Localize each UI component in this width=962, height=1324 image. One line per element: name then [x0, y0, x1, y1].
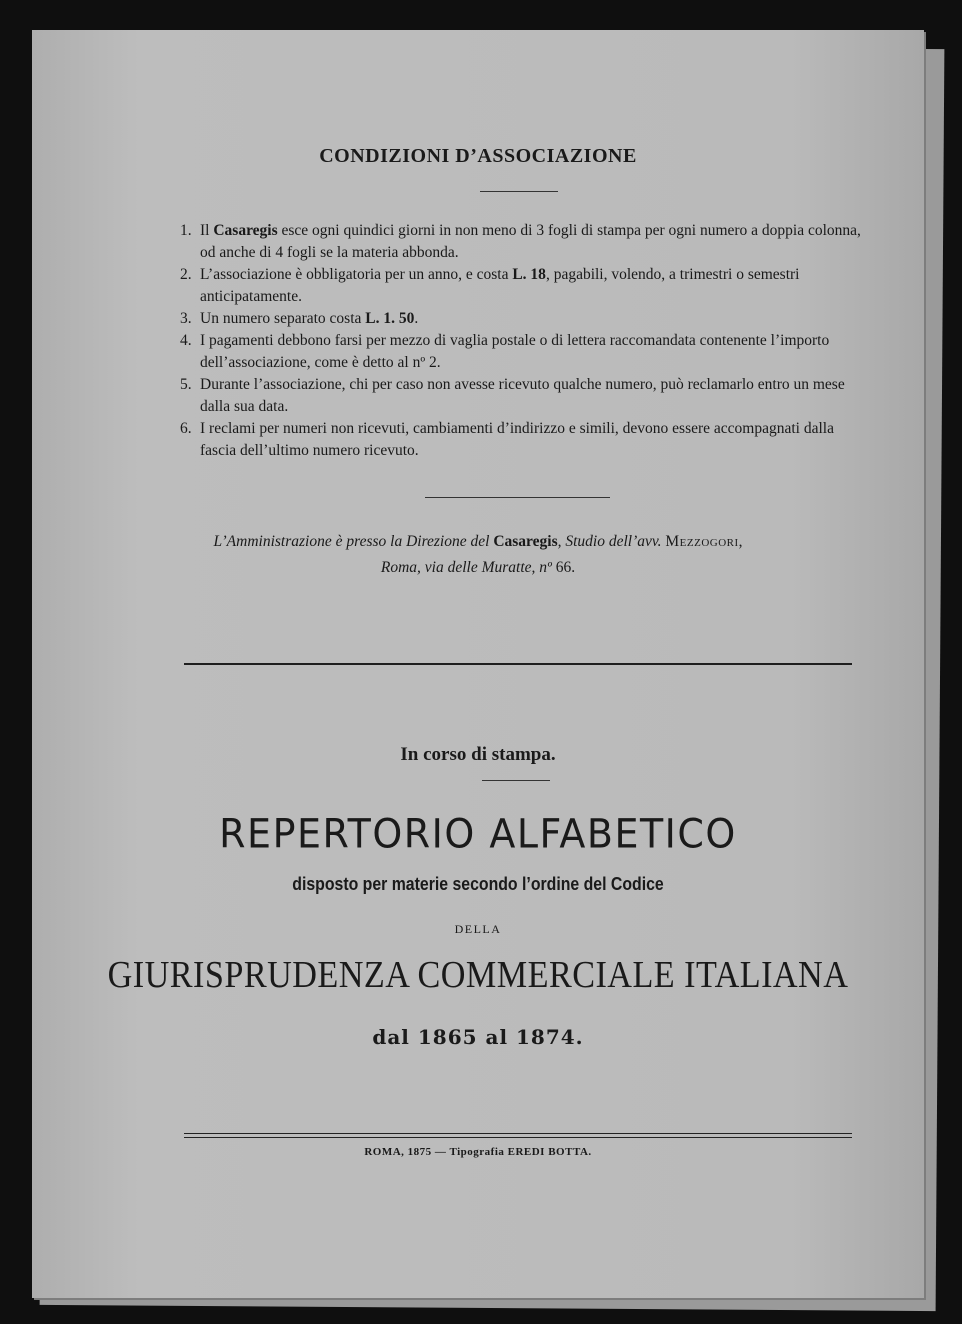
condition-item: 3. Un numero separato costa L. 1. 50.	[180, 310, 419, 327]
main-title: GIURISPRUDENZA COMMERCIALE ITALIANA	[107, 954, 849, 996]
administration-line-1: L’Amministrazione è presso la Direzione del Casaregis, Studio dell’avv. Mezzogori,	[213, 533, 743, 550]
years-label: dal 1865 al 1874.	[372, 1025, 584, 1049]
book-subtitle: disposto per materie secondo l’ordine del Codice	[292, 874, 664, 894]
condition-item: 2. L’associazione è obbligatoria per un anno, e costa L. 18, pagabili, volendo, a trimestri o semestri anticipatamente.	[180, 266, 800, 305]
administration-line-2: Roma, via delle Muratte, nº 66.	[380, 559, 576, 576]
divider-rule	[184, 663, 852, 665]
book-title: REPERTORIO ALFABETICO	[219, 810, 737, 858]
conditions-title: CONDIZIONI D’ASSOCIAZIONE	[319, 145, 637, 167]
footer-rule-bottom	[184, 1137, 852, 1138]
condition-item: 6. I reclami per numeri non ricevuti, cambiamenti d’indirizzo e simili, devono essere accompagnati dalla fascia dell’ultimo numero ricevuto.	[180, 420, 834, 459]
title-rule	[480, 191, 558, 192]
imprint: ROMA, 1875 — Tipografia EREDI BOTTA.	[364, 1146, 592, 1158]
status-rule	[482, 780, 550, 781]
section-rule	[425, 497, 610, 498]
condition-item: 4. I pagamenti debbono farsi per mezzo di vaglia postale o di lettera raccomandata contenente l’importo dell’associazione, come è detto al nº 2.	[180, 332, 830, 371]
document-page	[32, 30, 924, 1298]
conditions-list	[182, 220, 872, 462]
status-heading: In corso di stampa.	[400, 744, 556, 765]
condition-item: 5. Durante l’associazione, chi per caso non avesse ricevuto qualche numero, può reclamarlo entro un mese dalla sua data.	[180, 376, 845, 415]
condition-item: 1. Il Casaregis esce ogni quindici giorni in non meno di 3 fogli di stampa per ogni numero a doppia colonna, od anche di 4 fogli se la materia abbonda.	[180, 222, 861, 261]
della-label: DELLA	[454, 922, 502, 936]
footer-rule-top	[184, 1133, 852, 1134]
